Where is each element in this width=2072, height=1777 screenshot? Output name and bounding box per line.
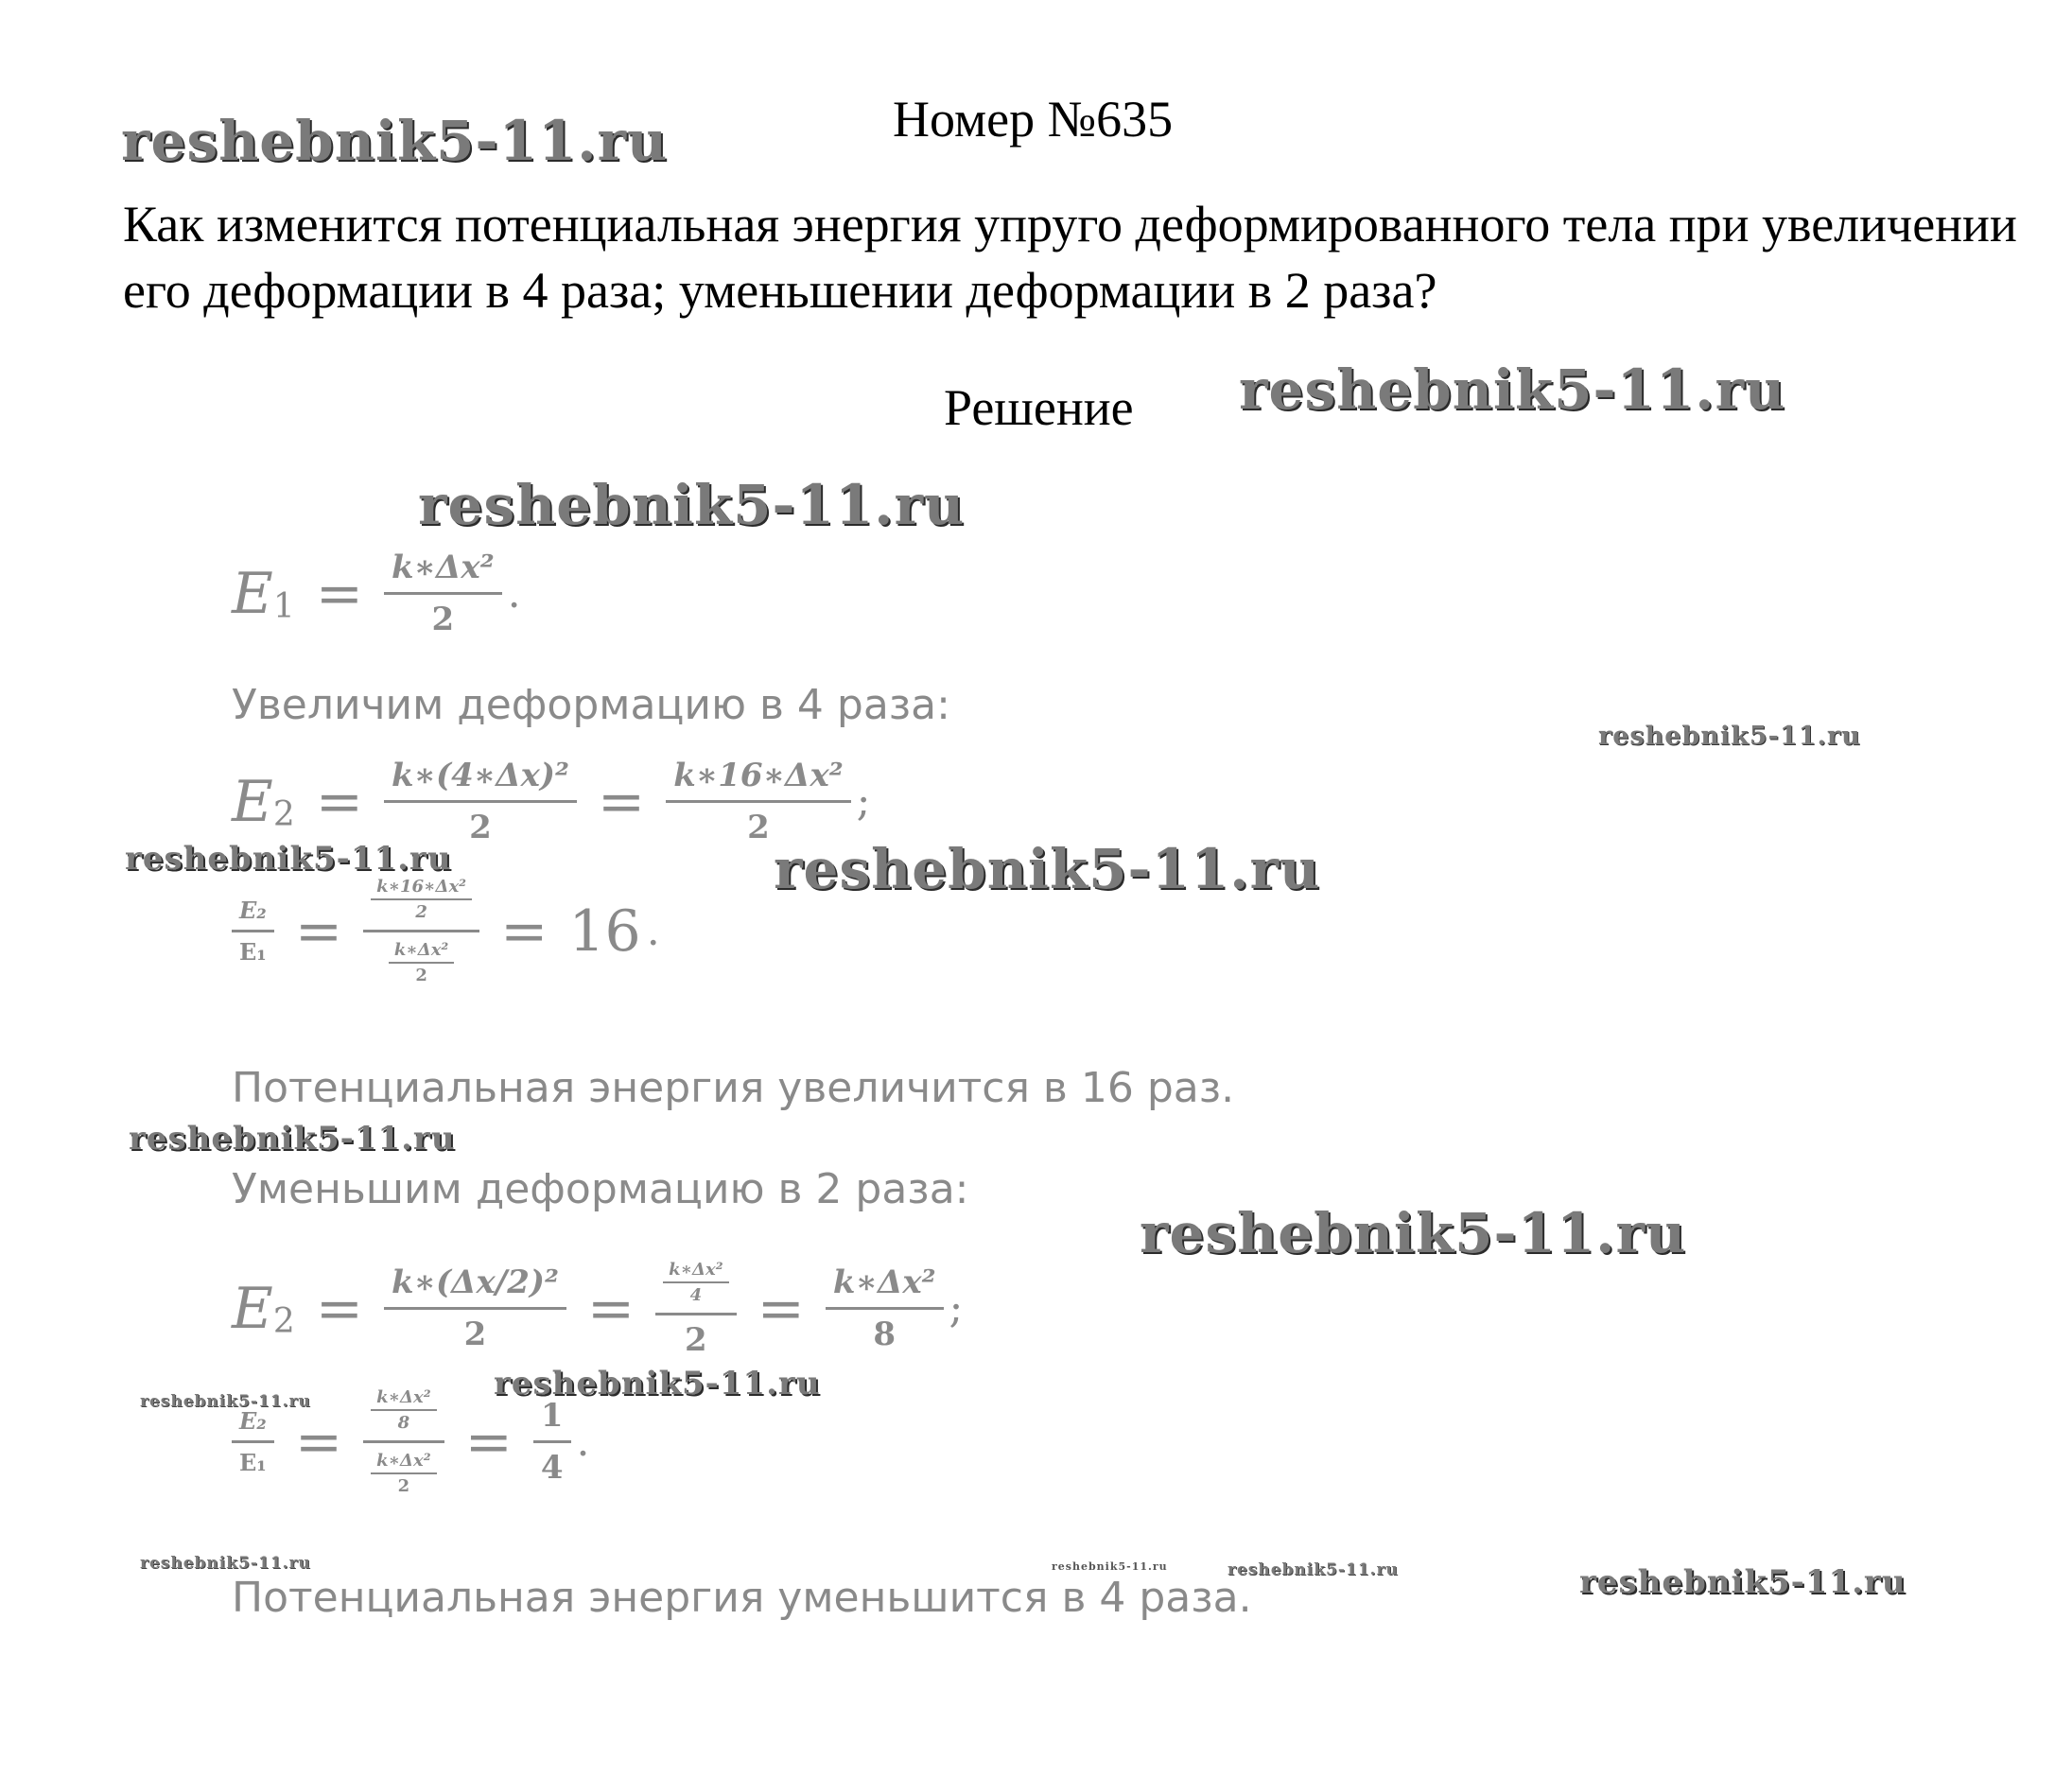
denominator: E₁ (239, 938, 267, 966)
equals-sign: = (315, 1275, 363, 1342)
formula-e2-decrease (232, 1258, 963, 1359)
energy-symbol: E (232, 1275, 273, 1342)
equals-sign: = (757, 1275, 805, 1342)
denominator: 8 (873, 1315, 897, 1353)
numerator: k∗Δx² (832, 1263, 936, 1301)
watermark: reshebnik5-11.ru (1579, 1563, 1907, 1601)
watermark: reshebnik5-11.ru (1598, 722, 1861, 751)
watermark: reshebnik5-11.ru (140, 1392, 311, 1411)
watermark: reshebnik5-11.ru (1239, 357, 1786, 422)
period: . (507, 569, 521, 618)
denominator: E₁ (239, 1449, 267, 1476)
equals-sign: = (315, 768, 363, 835)
denominator: 2 (747, 809, 770, 846)
fraction (384, 549, 502, 638)
nested-numerator (363, 875, 479, 930)
energy-symbol: E (232, 768, 273, 835)
denominator: 2 (415, 966, 427, 985)
watermark: reshebnik5-11.ru (1052, 1560, 1168, 1573)
inner-fraction (389, 938, 455, 987)
numerator: k∗16∗Δx² (376, 877, 467, 897)
watermark: reshebnik5-11.ru (121, 109, 669, 173)
subscript: 1 (272, 587, 295, 626)
step1-conclusion: Потенциальная энергия увеличится в 16 раз. (232, 1064, 1235, 1112)
ratio-fraction (232, 1407, 274, 1476)
period: . (646, 907, 660, 955)
equals-sign: = (294, 1408, 343, 1475)
solution-heading: Решение (944, 379, 1134, 436)
inner-fraction (663, 1258, 729, 1307)
equals-sign: = (597, 768, 646, 835)
fraction (384, 1263, 566, 1353)
numerator: k∗(4∗Δx)² (392, 757, 569, 794)
equals-sign: = (586, 1275, 636, 1342)
period: . (576, 1418, 590, 1466)
equals-sign: = (315, 560, 363, 627)
step1-text: Увеличим деформацию в 4 раза: (232, 681, 950, 729)
inner-fraction (371, 1385, 437, 1435)
denominator: 8 (397, 1413, 410, 1433)
watermark: reshebnik5-11.ru (774, 837, 1321, 901)
inner-fraction (371, 875, 472, 924)
watermark: reshebnik5-11.ru (418, 473, 966, 537)
denominator: 4 (540, 1449, 564, 1487)
denominator: 2 (431, 601, 455, 638)
denominator: 2 (469, 809, 492, 846)
subscript: 2 (272, 1302, 295, 1341)
nested-denominator (389, 932, 455, 987)
subscript: 2 (272, 795, 295, 834)
ratio-fraction (232, 897, 274, 966)
numerator: k∗Δx² (669, 1260, 723, 1280)
denominator: 2 (415, 902, 427, 922)
inner-fraction (371, 1449, 437, 1498)
compound-fraction (363, 1385, 444, 1498)
numerator: k∗16∗Δx² (673, 757, 844, 794)
semicolon: ; (949, 1284, 964, 1333)
result-fraction (533, 1397, 571, 1487)
watermark: reshebnik5-11.ru (494, 1365, 821, 1402)
nested-numerator (655, 1258, 737, 1313)
watermark: reshebnik5-11.ru (129, 1120, 456, 1158)
formula-e1 (232, 549, 521, 638)
formula-e2-increase (232, 757, 870, 846)
nested-numerator (363, 1385, 444, 1440)
denominator: 2 (685, 1321, 707, 1359)
result-value: 16 (568, 897, 641, 965)
equals-sign: = (464, 1408, 513, 1475)
step2-conclusion: Потенциальная энергия уменьшится в 4 раза. (232, 1574, 1252, 1622)
equals-sign: = (500, 897, 548, 965)
step2-text: Уменьшим деформацию в 2 раза: (232, 1165, 969, 1213)
semicolon: ; (856, 777, 871, 826)
energy-symbol: E (232, 560, 273, 627)
equals-sign: = (294, 897, 343, 965)
numerator: k∗Δx² (376, 1451, 431, 1471)
page-title: Номер №635 (893, 91, 1174, 148)
numerator: E₂ (239, 897, 267, 924)
problem-statement: Как изменится потенциальная энергия упруго деформированного тела при увеличении его деформации в 4 раза; уменьшении деформации в 2 раза? (123, 196, 2017, 319)
numerator: 1 (540, 1397, 564, 1435)
numerator: k∗Δx² (393, 940, 449, 960)
watermark: reshebnik5-11.ru (1140, 1201, 1687, 1265)
watermark: reshebnik5-11.ru (1228, 1560, 1399, 1579)
numerator: k∗(Δx/2)² (392, 1263, 559, 1301)
denominator: 2 (463, 1315, 487, 1353)
watermark: reshebnik5-11.ru (140, 1554, 311, 1573)
fraction (666, 757, 850, 846)
fraction (384, 757, 577, 846)
compound-fraction (363, 875, 479, 987)
numerator: k∗Δx² (392, 549, 495, 586)
nested-denominator (371, 1443, 437, 1498)
fraction (826, 1263, 944, 1353)
formula-ratio-quarter (232, 1385, 590, 1498)
denominator: 2 (397, 1476, 410, 1496)
numerator: E₂ (239, 1407, 267, 1435)
compound-fraction (655, 1258, 737, 1359)
watermark: reshebnik5-11.ru (125, 840, 452, 878)
formula-ratio-16 (232, 875, 660, 987)
numerator: k∗Δx² (376, 1387, 431, 1407)
denominator: 4 (689, 1285, 703, 1305)
